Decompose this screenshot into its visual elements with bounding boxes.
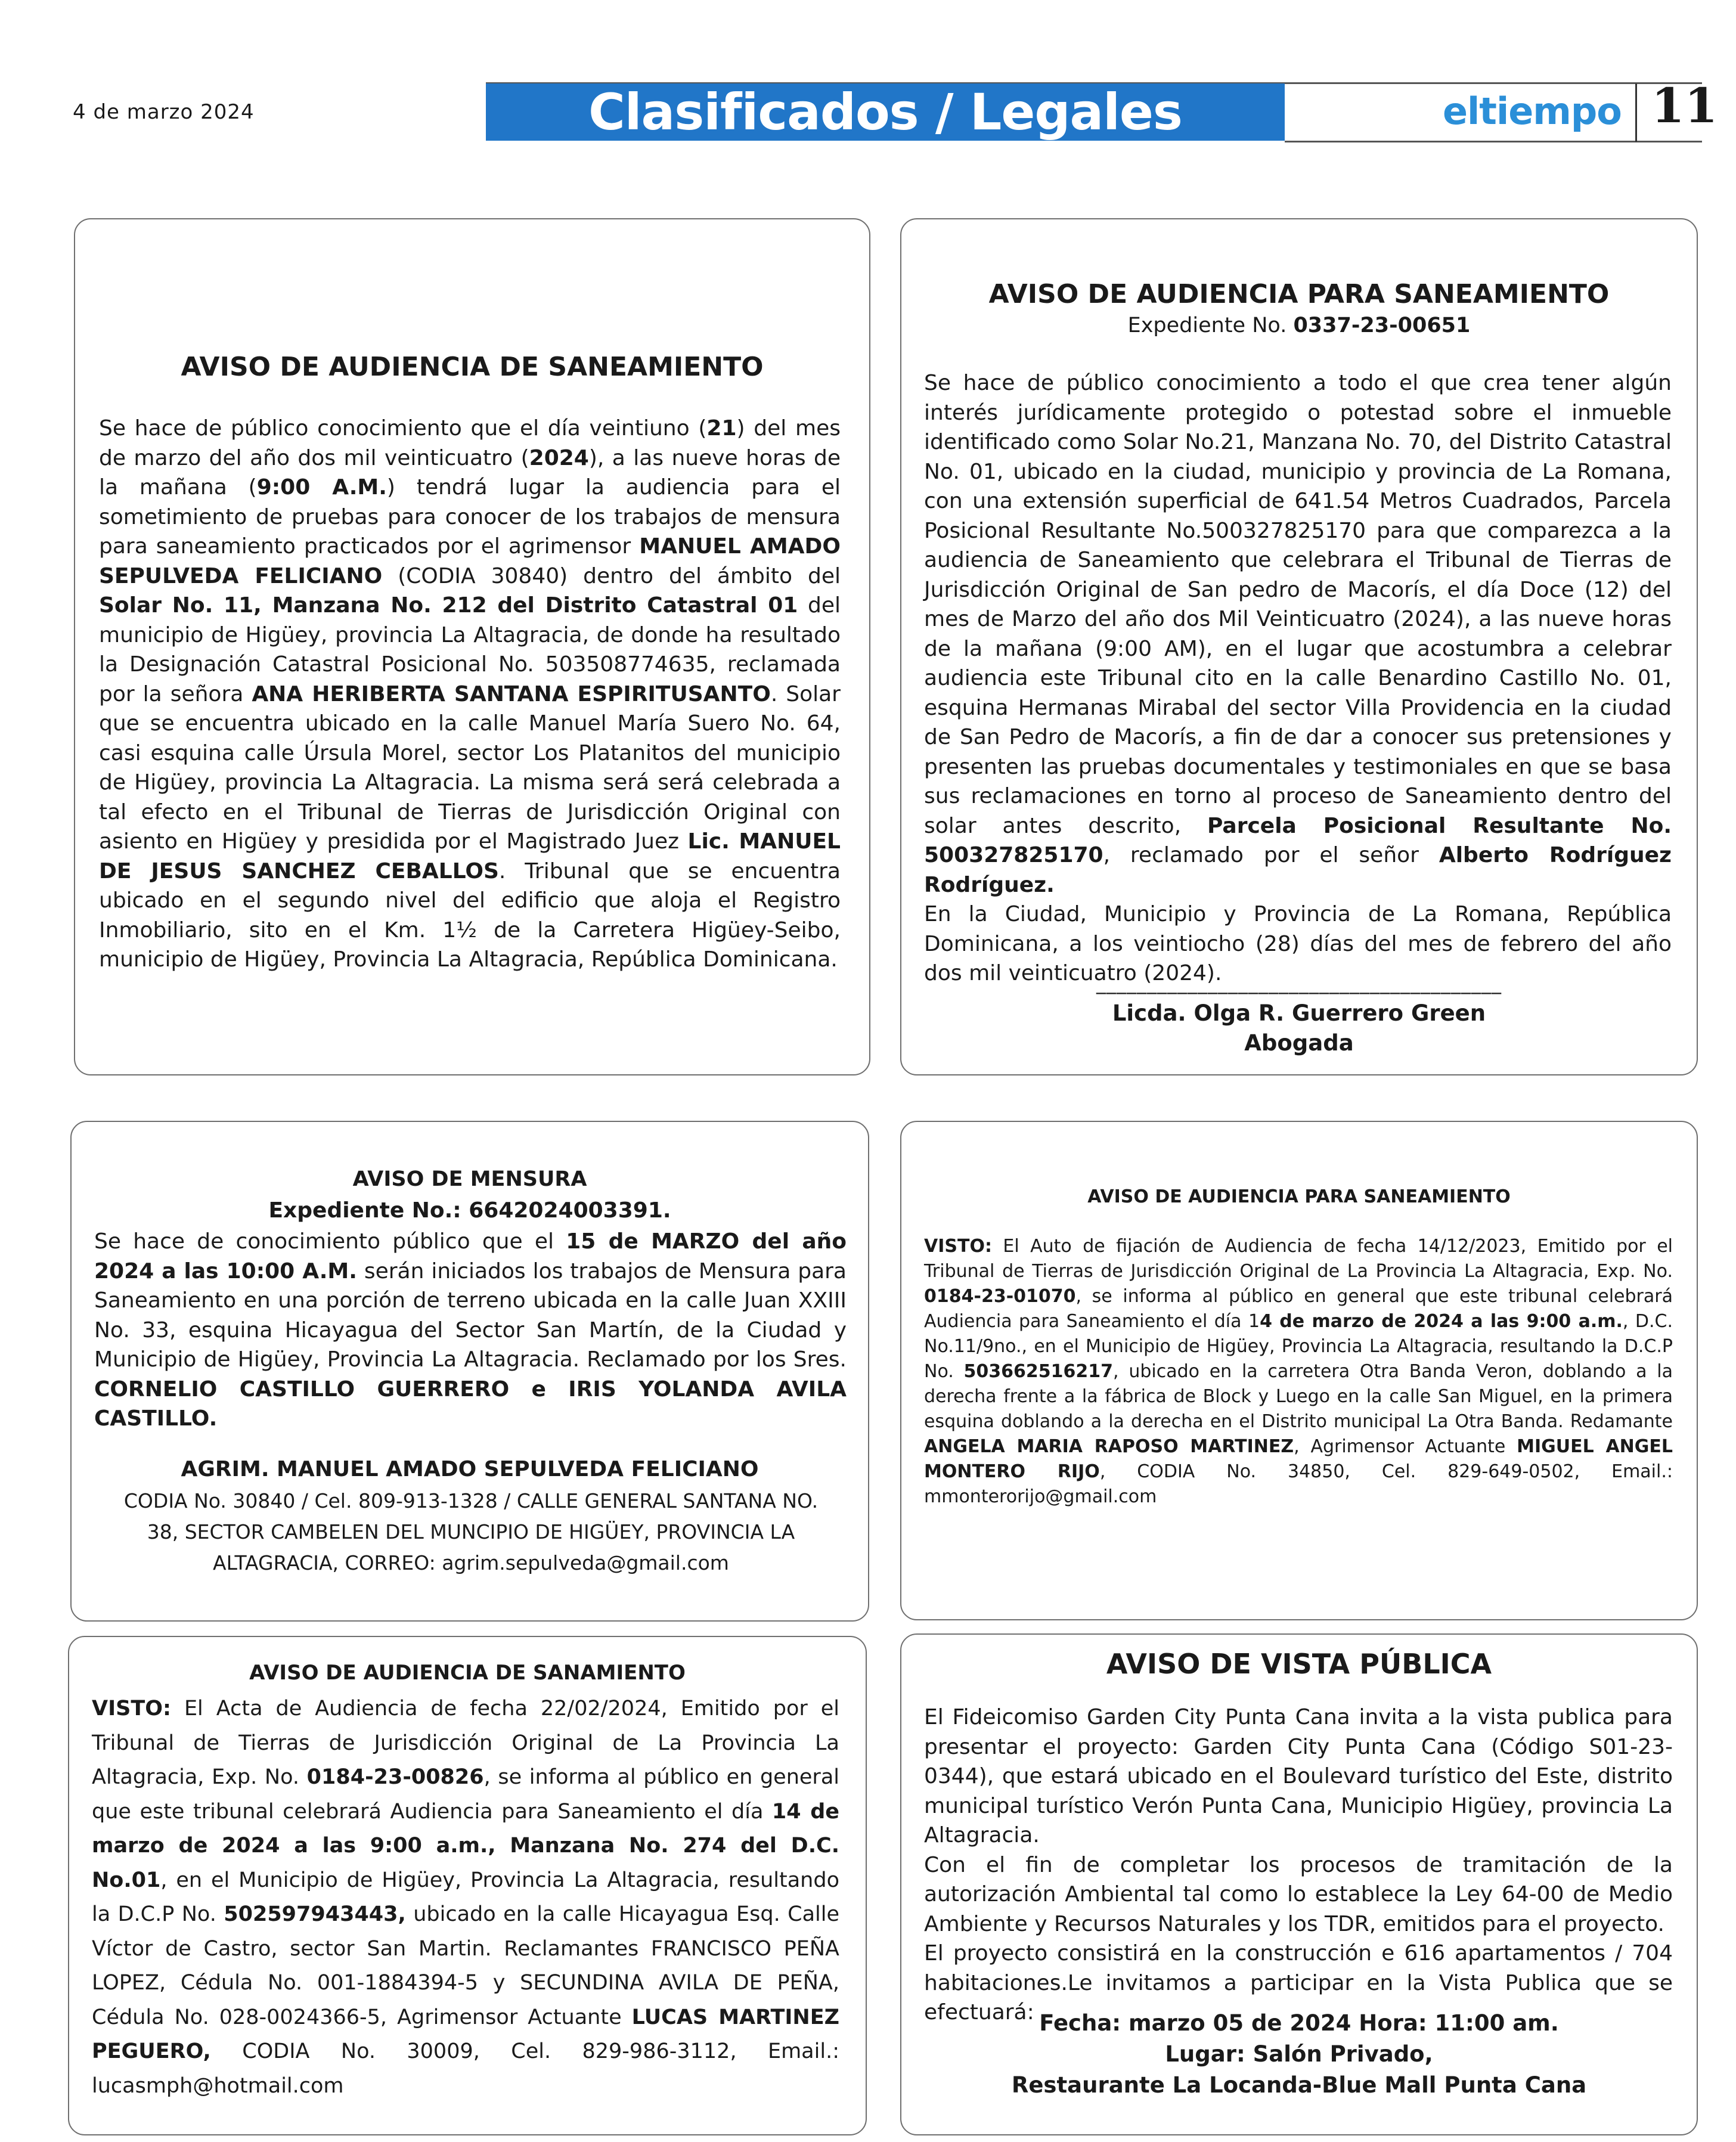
header-rule-right-top <box>1285 82 1702 84</box>
notice-title: AVISO DE AUDIENCIA PARA SANEAMIENTO <box>1087 1186 1511 1207</box>
paragraph-intro: El Fideicomiso Garden City Punta Cana invita a la vista publica para presentar el proyecto: Garden City Punta Cana (Código S01-23-0344), que estará ubicado en el Boulevard turístico del Este, distrito municipal turístico Verón Punta Cana, Municipio Higüey, provincia La Altagracia. <box>924 1705 1673 1847</box>
header-divider <box>1635 83 1637 142</box>
notice-mensura <box>70 1121 869 1622</box>
newspaper-logo: eltiempo <box>1443 89 1622 133</box>
notice-body: Se hace de público conocimiento que el día veintiuno (21) del mes de marzo del año dos mil veinticuatro (2024), a las nueve horas de la mañana (9:00 A.M.) tendrá lugar la audiencia para el sometimiento de pruebas para conocer de los trabajos de mensura para saneamiento practicados por el agrimensor MANUEL AMADO SEPULVEDA FELICIANO (CODIA 30840) dentro del ámbito del Solar No. 11, Manzana No. 212 del Distrito Catastral 01 del municipio de Higüey, provincia La Altagracia, de donde ha resultado la Designación Catastral Posicional No. 503508774635, reclamada por la señora ANA HERIBERTA SANTANA ESPIRITUSANTO. Solar que se encuentra ubicado en la calle Manuel María Suero No. 64, casi esquina calle Úrsula Morel, sector Los Platanitos del municipio de Higüey, provincia La Altagracia. La misma será será celebrada a tal efecto en el Tribunal de Tierras de Jurisdicción Original con asiento en Higüey y presidida por el Magistrado Juez Lic. MANUEL DE JESUS SANCHEZ CEBALLOS. Tribunal que se encuentra ubicado en el segundo nivel del edificio que aloja el Registro Inmobiliario, sito en el Km. 1½ de la Carretera Higüey-Seibo, municipio de Higüey, Provincia La Altagracia, República Dominicana. <box>99 416 841 972</box>
notice-body: Se hace de público conocimiento a todo el que crea tener algún interés jurídicamente protegido o potestad sobre el inmueble identificado como Solar No.21, Manzana No. 70, del Distrito Catastral No. 01, ubicado en la ciudad, municipio y provincia de La Romana, con una extensión superficial de 641.54 Metros Cuadrados, Parcela Posicional Resultante No.500327825170 para que comparezca a la audiencia de Saneamiento que celebrara el Tribunal de Tierras de Jurisdicción Original de San pedro de Macorís, el día Doce (12) del mes de Marzo del año dos Mil Veinticuatro (2024), a las nueve horas de la mañana (9:00 AM), en el lugar que acostumbra a celebrar audiencia este Tribunal cito en la calle Benardino Castillo No. 01, esquina Hermanas Mirabal del sector Villa Providencia en la ciudad de San Pedro de Macorís, a fin de dar a conocer sus pretensiones y presenten las pruebas documentales y testimoniales en que se basa sus reclamaciones en torno al proceso de Saneamiento dentro del solar antes descrito, Parcela Posicional Resultante No. 500327825170, reclamado por el señor Alberto Rodríguez Rodríguez. En la Ciudad, Municipio y Provincia de La Romana, República Dominicana, a los veintiocho (28) días del mes de febrero del año dos mil veinticuatro (2024). <box>924 371 1672 985</box>
notice-body: VISTO: El Auto de fijación de Audiencia de fecha 14/12/2023, Emitido por el Tribunal de Tierras de Jurisdicción Original de La Provincia La Altagracia, Exp. No. 0184-23-01070, se informa al público en general que este tribunal celebrará Audiencia para Saneamiento el día 14 de marzo de 2024 a las 9:00 a.m., D.C. No.11/9no., en el Municipio de Higüey, Provincia La Altagracia, resultando la D.C.P No. 503662516217, ubicado en la carretera Otra Banda Veron, doblando a la derecha frente a la fábrica de Block y Luego en la calle San Miguel, en la primera esquina doblando a la derecha en el Distrito municipal La Otra Banda. Redamante ANGELA MARIA RAPOSO MARTINEZ, Agrimensor Actuante MIGUEL ANGEL MONTERO RIJO, CODIA No. 34850, Cel. 829-649-0502, Email.: mmonterorijo@gmail.com <box>924 1236 1673 1507</box>
notice-audiencia-sanamiento <box>68 1636 867 2135</box>
notice-title: AVISO DE MENSURA <box>352 1167 587 1191</box>
notice-audiencia-saneamiento-2 <box>900 218 1698 1075</box>
signer-name: Licda. Olga R. Guerrero Green <box>1112 1000 1486 1026</box>
notice-title: AVISO DE AUDIENCIA PARA SANEAMIENTO <box>988 279 1610 309</box>
signature-line: ________________________________________ <box>1096 972 1502 994</box>
notice-body: VISTO: El Acta de Audiencia de fecha 22/02/2024, Emitido por el Tribunal de Tierras de Jurisdicción Original de La Provincia La Altagracia, Exp. No. 0184-23-00826, se informa al público en general que este tribunal celebrará Audiencia para Saneamiento el día 14 de marzo de 2024 a las 9:00 a.m., Manzana No. 274 del D.C. No.01, en el Municipio de Higüey, Provincia La Altagracia, resultando la D.C.P No. 502597943443, ubicado en la calle Hicayagua Esq. Calle Víctor de Castro, sector San Martin. Reclamantes FRANCISCO PEÑA LOPEZ, Cédula No. 001-1884394-5 y SECUNDINA AVILA DE PEÑA, Cédula No. 028-0024366-5, Agrimensor Actuante LUCAS MARTINEZ PEGUERO, CODIA No. 30009, Cel. 829-986-3112, Email.: lucasmph@hotmail.com <box>92 1697 839 2098</box>
notice-title: AVISO DE AUDIENCIA DE SANAMIENTO <box>249 1661 686 1685</box>
section-title: Clasificados / Legales <box>588 83 1182 141</box>
notice-title: AVISO DE AUDIENCIA DE SANEAMIENTO <box>181 352 764 382</box>
notice-title: AVISO DE VISTA PÚBLICA <box>1106 1648 1492 1680</box>
notice-audiencia-saneamiento-1 <box>74 218 870 1075</box>
header-rule-right-bottom <box>1285 141 1702 142</box>
page-number: 11 <box>1651 78 1718 134</box>
event-date-time: Fecha: marzo 05 de 2024 Hora: 11:00 am. <box>1039 2010 1559 2036</box>
paragraph-purpose: Con el fin de completar los procesos de tramitación de la autorización Ambiental tal como lo establece la Ley 64-00 de Medio Ambiente y Recursos Naturales y los TDR, emitidos para el proyecto. <box>924 1852 1673 1936</box>
expediente-line: Expediente No. 0337-23-00651 <box>1127 314 1471 337</box>
agrimensor-contact: CODIA No. 30840 / Cel. 809-913-1328 / CALLE GENERAL SANTANA NO. 38, SECTOR CAMBELEN DEL MUNCIPIO DE HIGÜEY, PROVINCIA LA ALTAGRACIA, CORREO: agrim.sepulveda@gmail.com <box>123 1489 819 1574</box>
edition-date: 4 de marzo 2024 <box>73 100 255 124</box>
expediente-line: Expediente No.: 6642024003391. <box>268 1198 671 1223</box>
notice-audiencia-saneamiento-3 <box>900 1121 1698 1620</box>
event-venue: Restaurante La Locanda-Blue Mall Punta Cana <box>1011 2072 1587 2098</box>
event-place: Lugar: Salón Privado, <box>1165 2041 1433 2067</box>
paragraph-project: El proyecto consistirá en la construcción e 616 apartamentos / 704 habitaciones.Le invitamos a participar en la Vista Publica que se efectuará: <box>924 1941 1673 2025</box>
agrimensor-name: AGRIM. MANUEL AMADO SEPULVEDA FELICIANO <box>181 1457 759 1481</box>
signer-role: Abogada <box>1244 1030 1354 1056</box>
notice-body <box>924 1703 1673 2028</box>
notice-vista-publica <box>900 1633 1698 2135</box>
notice-body: Se hace de conocimiento público que el 15 de MARZO del año 2024 a las 10:00 A.M. serán iniciados los trabajos de Mensura para Saneamiento en una porción de terreno ubicada en la calle Juan XXIII No. 33, esquina Hicayagua del Sector San Martín, de la Ciudad y Municipio de Higüey, Provincia La Altagracia. Reclamado por los Sres. CORNELIO CASTILLO GUERRERO e IRIS YOLANDA AVILA CASTILLO. <box>94 1229 847 1431</box>
